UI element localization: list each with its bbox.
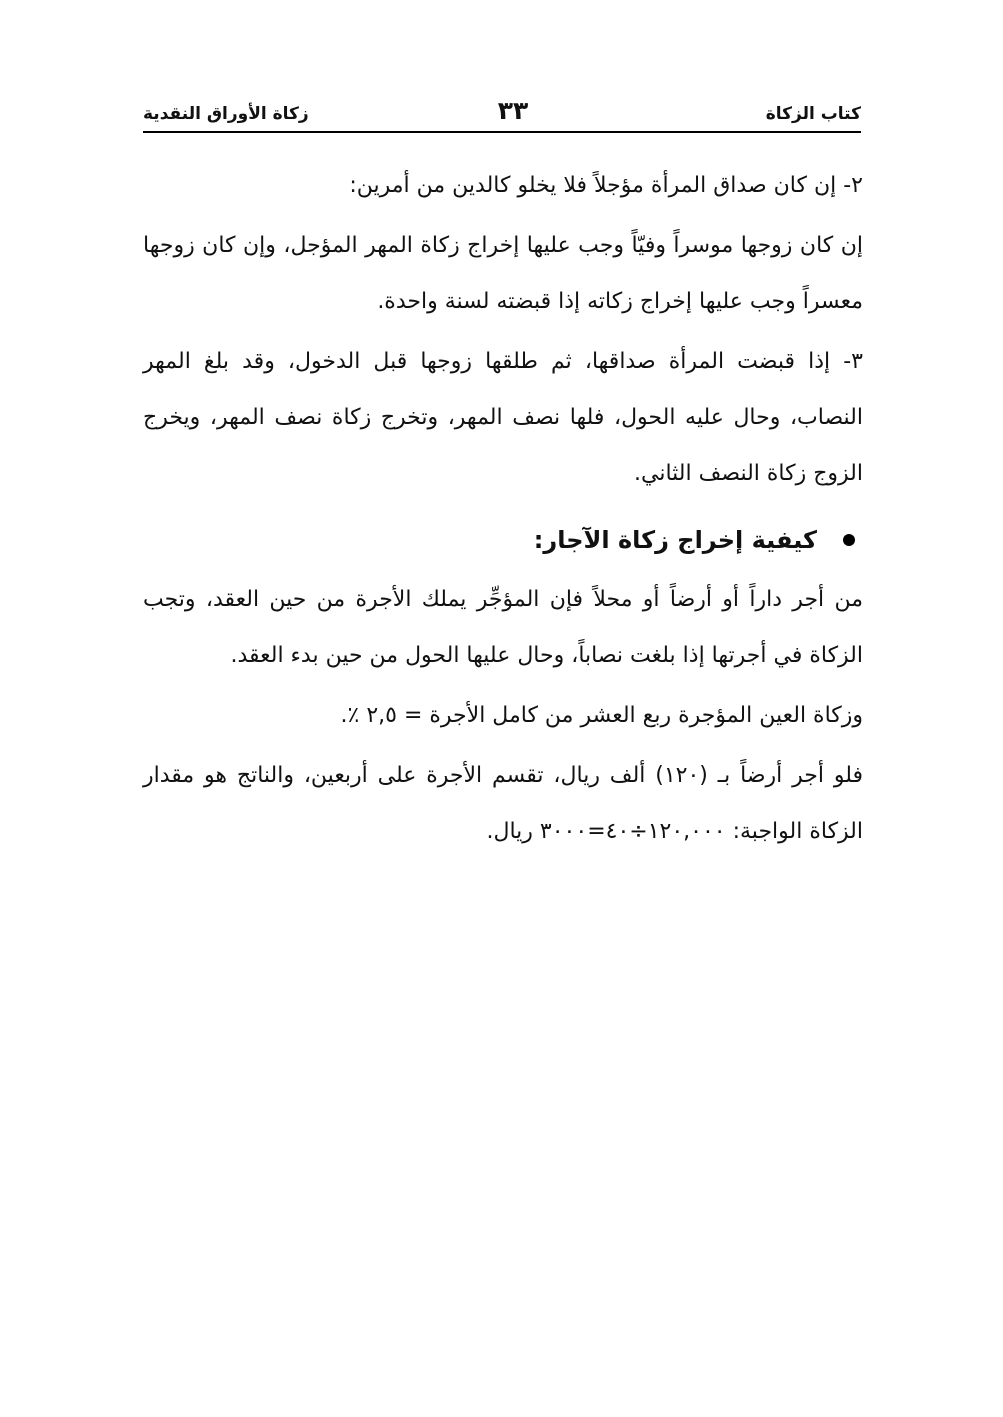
bullet-icon [843,534,855,546]
page-body [143,158,863,860]
item-3: ٣- إذا قبضت المرأة صداقها، ثم طلقها زوجها قبل الدخول، وقد بلغ المهر النصاب، وحال عليه الحول، فلها نصف المهر، وتخرج زكاة نصف المهر، ويخرج الزوج زكاة النصف الثاني. [143,349,863,486]
book-title: كتاب الزكاة [765,104,861,124]
zakat-rate-paragraph: وزكاة العين المؤجرة ربع العشر من كامل الأجرة = ٢,٥ ٪. [340,703,863,728]
header-divider [143,131,861,133]
section-heading [143,512,863,568]
chapter-title: زكاة الأوراق النقدية [143,104,309,124]
item-2-detail: إن كان زوجها موسراً وفيّاً وجب عليها إخراج زكاة المهر المؤجل، وإن كان زوجها معسراً وجب عليها إخراج زكاته إذا قبضته لسنة واحدة. [143,233,863,314]
section-heading-text: كيفية إخراج زكاة الآجار: [533,526,817,554]
running-header [143,96,861,132]
example-paragraph: فلو أجر أرضاً بـ (١٢٠) ألف ريال، تقسم الأجرة على أربعين، والناتج هو مقدار الزكاة الواجبة: ١٢٠,٠٠٠÷٤٠=٣٠٠٠ ريال. [143,763,863,844]
page-number: ٣٣ [497,96,529,125]
rent-rule-paragraph: من أجر داراً أو أرضاً أو محلاً فإن المؤجِّر يملك الأجرة من حين العقد، وتجب الزكاة في أجرتها إذا بلغت نصاباً، وحال عليها الحول من حين بدء العقد. [143,587,863,668]
item-2-intro: ٢- إن كان صداق المرأة مؤجلاً فلا يخلو كالدين من أمرين: [349,173,863,198]
